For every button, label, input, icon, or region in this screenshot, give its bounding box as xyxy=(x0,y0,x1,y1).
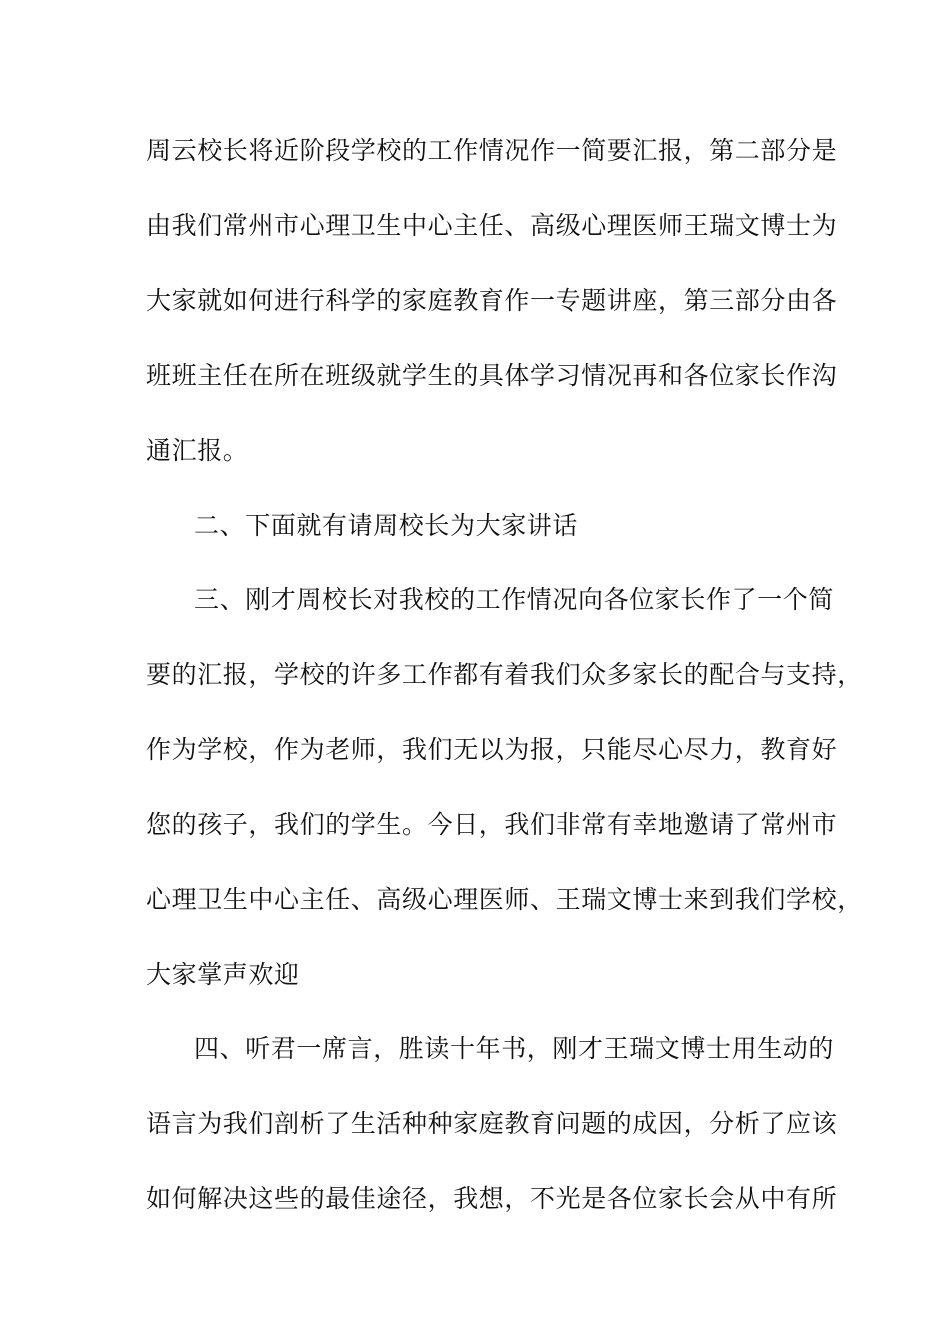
text-line: 周云校长将近阶段学校的工作情况作一简要汇报，第二部分是 xyxy=(146,136,838,165)
text-line: 要的汇报，学校的许多工作都有着我们众多家长的配合与支持， xyxy=(146,660,863,689)
text-line: 大家就如何进行科学的家庭教育作一专题讲座，第三部分由各 xyxy=(146,286,838,315)
text-line: 心理卫生中心主任、高级心理医师、王瑞文博士来到我们学校， xyxy=(146,885,863,914)
text-line: 班班主任在所在班级就学生的具体学习情况再和各位家长作沟 xyxy=(146,361,838,390)
text-line: 二、下面就有请周校长为大家讲话 xyxy=(194,511,579,540)
text-line: 通汇报。 xyxy=(146,436,249,465)
text-line: 如何解决这些的最佳途径，我想，不光是各位家长会从中有所 xyxy=(146,1184,838,1213)
text-line: 大家掌声欢迎 xyxy=(146,960,300,989)
text-line: 四、听君一席言，胜读十年书，刚才王瑞文博士用生动的 xyxy=(194,1034,835,1063)
text-line: 您的孩子，我们的学生。今日，我们非常有幸地邀请了常州市 xyxy=(146,810,838,839)
text-line: 由我们常州市心理卫生中心主任、高级心理医师王瑞文博士为 xyxy=(146,211,838,240)
text-line: 作为学校，作为老师，我们无以为报，只能尽心尽力，教育好 xyxy=(146,735,838,764)
text-line: 三、刚才周校长对我校的工作情况向各位家长作了一个简 xyxy=(194,585,835,614)
text-line: 语言为我们剖析了生活种种家庭教育问题的成因，分析了应该 xyxy=(146,1109,838,1138)
